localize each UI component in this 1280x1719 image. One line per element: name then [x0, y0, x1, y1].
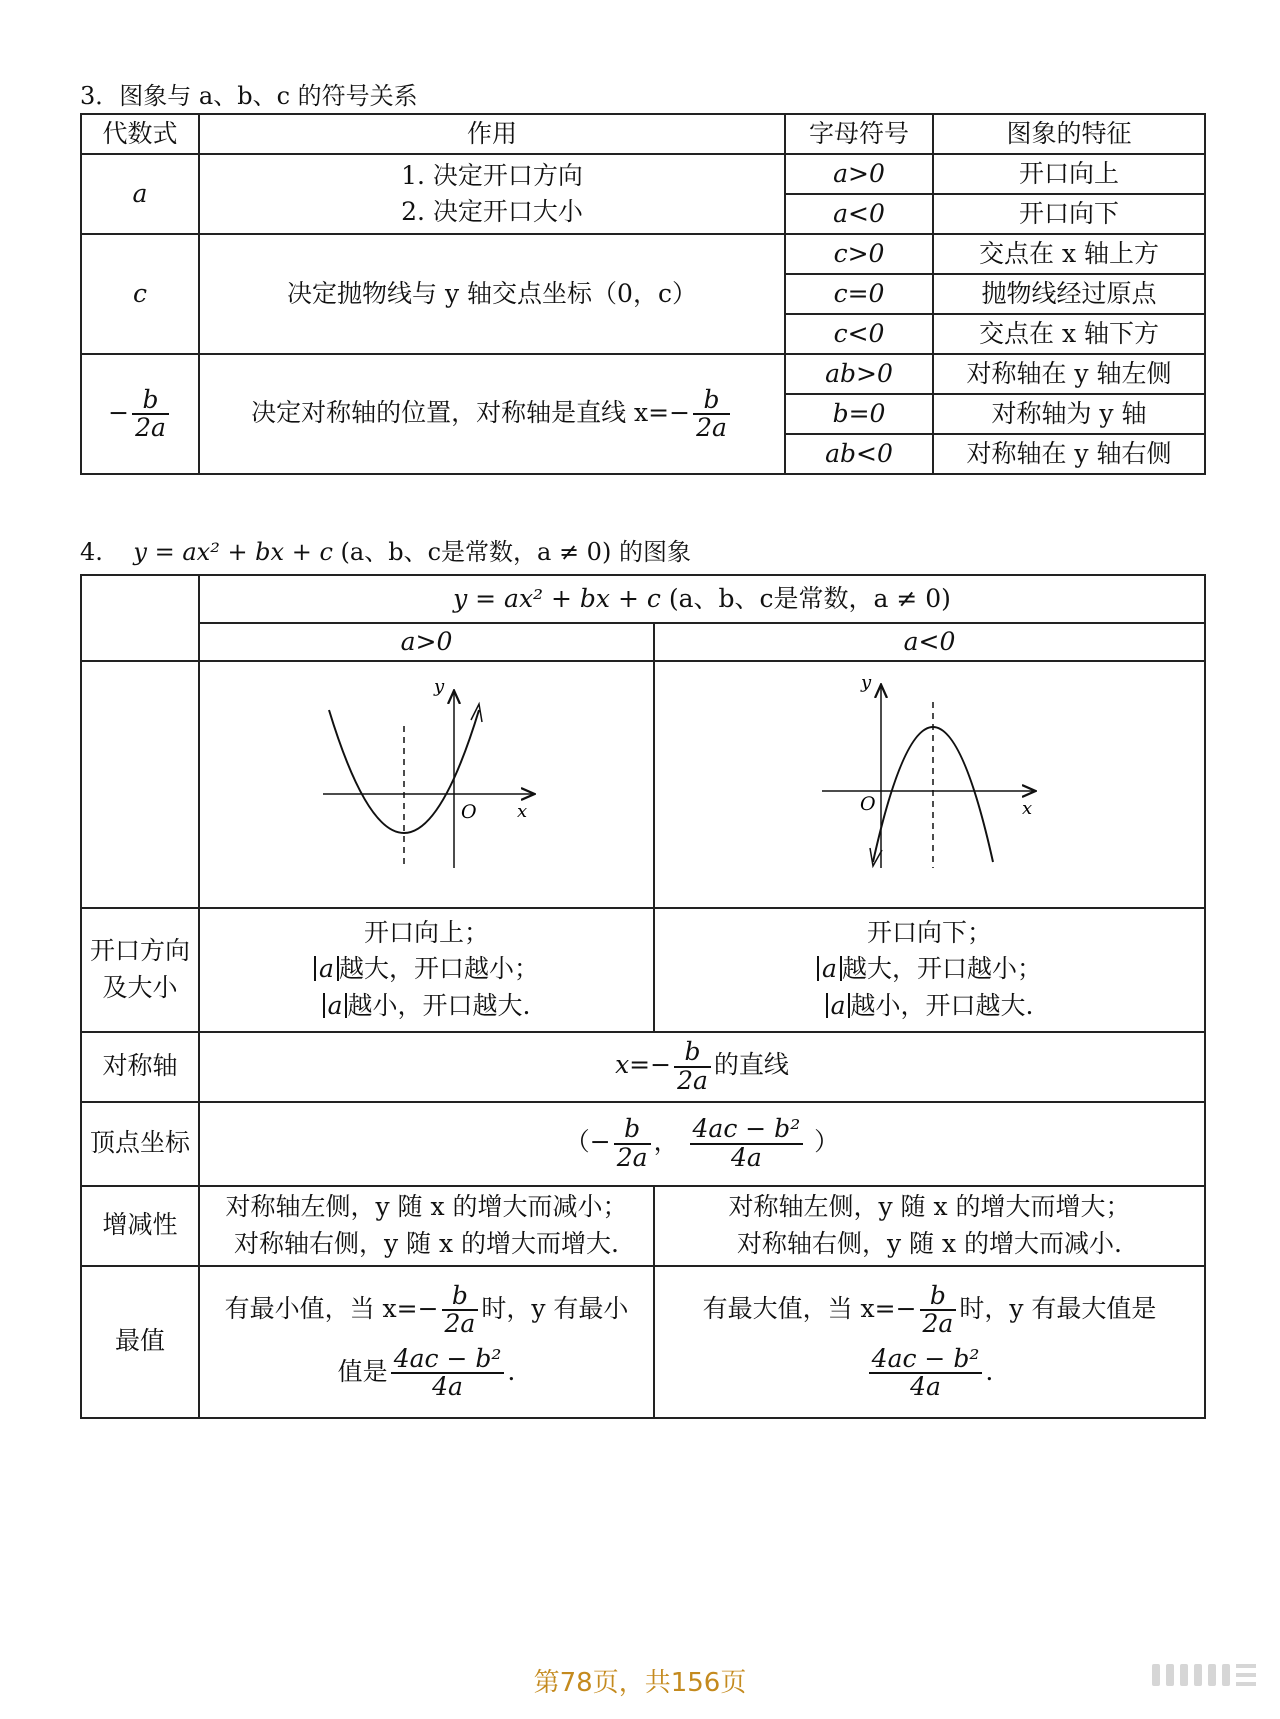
sign-cell: ab<0	[785, 434, 933, 474]
denominator: 2a	[677, 1065, 708, 1095]
feature-cell: 对称轴为 y 轴	[933, 394, 1205, 434]
extreme-negative-cell	[654, 1266, 1205, 1418]
table-row	[81, 1102, 1205, 1186]
open-positive-cell	[199, 908, 654, 1032]
fraction	[674, 1039, 711, 1094]
role-b	[199, 354, 785, 474]
mono-line: 对称轴右侧，y 随 x 的增大而减小.	[736, 1228, 1122, 1258]
axis-cell	[199, 1032, 1205, 1102]
y-axis-label: y	[434, 676, 445, 698]
vertex-cell	[199, 1102, 1205, 1186]
extreme-line	[661, 1343, 1198, 1401]
abs-a: a	[323, 993, 348, 1018]
extreme-line	[206, 1343, 647, 1401]
row-label-monotonic: 增减性	[81, 1186, 199, 1266]
role-b-text: 决定对称轴的位置，对称轴是直线 x=−	[251, 397, 691, 427]
table-row	[81, 1266, 1205, 1418]
sign-cell: a>0	[785, 154, 933, 194]
open-negative-cell	[654, 908, 1205, 1032]
open-line	[661, 951, 1198, 987]
sign-cell: a<0	[785, 194, 933, 234]
section-4-number: 4.	[80, 538, 103, 566]
fraction	[132, 384, 169, 442]
expr-a: a	[81, 154, 199, 234]
role-c: 决定抛物线与 y 轴交点坐标（0，c）	[199, 234, 785, 354]
vertex-close: ）	[814, 1127, 840, 1156]
abs-a: a	[817, 956, 842, 981]
fraction	[869, 1343, 983, 1401]
header-formula-cell	[199, 575, 1205, 623]
feature-cell: 开口向上	[933, 154, 1205, 194]
downward-parabola-graph	[656, 662, 1203, 896]
numerator: b	[674, 1039, 711, 1067]
numerator: b	[132, 387, 169, 415]
section-4-formula: y = ax² + bx + c	[133, 538, 333, 566]
open-text: 越小，开口越大.	[850, 990, 1034, 1020]
sign-cell: c>0	[785, 234, 933, 274]
table-row	[81, 623, 1205, 661]
table-header-row	[81, 114, 1205, 154]
feature-cell: 交点在 x 轴上方	[933, 234, 1205, 274]
extreme-positive-cell	[199, 1266, 654, 1418]
section-3-title: 3．图象与 a、b、c 的符号关系	[80, 82, 418, 110]
numerator: b	[920, 1283, 957, 1311]
expr-b-sign: −	[108, 397, 130, 427]
extreme-end: .	[507, 1356, 516, 1386]
sign-cell: c=0	[785, 274, 933, 314]
table-row	[81, 234, 1205, 274]
header-feature: 图象的特征	[933, 114, 1205, 154]
upward-parabola-graph	[201, 662, 652, 896]
header-formula: y = ax² + bx + c	[453, 583, 661, 613]
abs-a: a	[314, 956, 339, 981]
vertex-open: （−	[564, 1127, 611, 1156]
graph-up-cell	[199, 661, 654, 907]
table-row	[81, 1032, 1205, 1102]
denominator: 4a	[730, 1142, 762, 1172]
denominator: 2a	[696, 413, 727, 442]
expr-b	[81, 354, 199, 474]
denominator: 4a	[910, 1371, 941, 1401]
vertex-sep: ，	[653, 1127, 679, 1156]
axis-prefix: x=−	[615, 1050, 672, 1079]
section-4-suffix: 的图象	[611, 538, 691, 566]
header-condition: (a、b、c是常数，a ≠ 0)	[668, 583, 951, 613]
fraction	[614, 1116, 651, 1171]
extreme-line	[206, 1283, 647, 1338]
extreme-pre: 有最大值，当 x=−	[702, 1293, 917, 1323]
abs-a: a	[826, 993, 851, 1018]
numerator: 4ac − b²	[690, 1116, 804, 1144]
mono-line: 对称轴左侧，y 随 x 的增大而增大；	[728, 1192, 1131, 1222]
y-axis-label: y	[861, 672, 872, 694]
role-a-line1: 1. 决定开口方向	[401, 160, 583, 190]
extreme-pre2: 值是	[337, 1356, 388, 1386]
axis-suffix: 的直线	[713, 1050, 789, 1079]
col-a-positive: a>0	[199, 623, 654, 661]
origin-label: O	[860, 793, 876, 816]
section-4-title	[80, 532, 691, 567]
header-expr: 代数式	[81, 114, 199, 154]
table-row	[81, 661, 1205, 907]
denominator: 2a	[922, 1309, 954, 1339]
role-a-line2: 2. 决定开口大小	[401, 197, 583, 226]
open-line	[206, 988, 647, 1024]
open-line: 开口向上；	[363, 918, 489, 948]
mono-positive-cell	[199, 1186, 654, 1266]
row-label-axis: 对称轴	[81, 1032, 199, 1102]
table-row	[81, 908, 1205, 1032]
header-role: 作用	[199, 114, 785, 154]
extreme-line	[661, 1283, 1198, 1338]
extreme-mid: 时，y 有最大值是	[959, 1293, 1157, 1323]
feature-cell: 抛物线经过原点	[933, 274, 1205, 314]
extreme-end: .	[985, 1356, 994, 1386]
table-row	[81, 354, 1205, 394]
feature-cell: 开口向下	[933, 194, 1205, 234]
open-text: 越小，开口越大.	[347, 990, 531, 1020]
role-a	[199, 154, 785, 234]
open-line: 开口向下；	[866, 918, 992, 948]
denominator: 2a	[616, 1142, 648, 1172]
mono-negative-cell	[654, 1186, 1205, 1266]
header-sign: 字母符号	[785, 114, 933, 154]
col-a-negative: a<0	[654, 623, 1205, 661]
row-label-open: 开口方向及大小	[81, 908, 199, 1032]
numerator: 4ac − b²	[869, 1346, 983, 1374]
x-axis-label: x	[1022, 798, 1033, 820]
open-text: 越大，开口越小；	[338, 954, 539, 984]
page-footer: 第78页，共156页	[533, 1668, 747, 1698]
graph-label-cell	[81, 661, 199, 907]
feature-cell: 交点在 x 轴下方	[933, 314, 1205, 354]
numerator: b	[693, 387, 730, 415]
mono-line: 对称轴左侧，y 随 x 的增大而减小；	[225, 1192, 628, 1222]
feature-cell: 对称轴在 y 轴右侧	[933, 434, 1205, 474]
numerator: 4ac − b²	[391, 1346, 505, 1374]
sign-cell: ab>0	[785, 354, 933, 394]
open-line	[661, 988, 1198, 1024]
origin-label: O	[461, 801, 477, 824]
numerator: b	[614, 1116, 651, 1144]
expr-c: c	[81, 234, 199, 354]
table-row	[81, 154, 1205, 194]
corner-cell	[81, 575, 199, 661]
denominator: 4a	[432, 1371, 463, 1401]
sign-relation-table	[80, 113, 1206, 475]
fraction	[690, 1116, 804, 1171]
extreme-pre: 有最小值，当 x=−	[224, 1293, 439, 1323]
graph-down-cell	[654, 661, 1205, 907]
fraction	[391, 1343, 505, 1401]
x-axis-label: x	[517, 801, 528, 823]
open-text: 越大，开口越小；	[841, 954, 1042, 984]
denominator: 2a	[135, 413, 166, 442]
mono-line: 对称轴右侧，y 随 x 的增大而增大.	[233, 1228, 619, 1258]
feature-cell: 对称轴在 y 轴左侧	[933, 354, 1205, 394]
watermark-logo	[1150, 1660, 1260, 1690]
table-row	[81, 1186, 1205, 1266]
fraction	[442, 1283, 479, 1338]
row-label-vertex: 顶点坐标	[81, 1102, 199, 1186]
fraction	[693, 384, 730, 442]
sign-cell: b=0	[785, 394, 933, 434]
extreme-mid: 时，y 有最小	[481, 1293, 629, 1323]
denominator: 2a	[444, 1309, 476, 1339]
sign-cell: c<0	[785, 314, 933, 354]
table-row	[81, 575, 1205, 623]
row-label-extreme: 最值	[81, 1266, 199, 1418]
numerator: b	[442, 1283, 479, 1311]
open-line	[206, 951, 647, 987]
section-4-condition: (a、b、c是常数，a ≠ 0)	[340, 538, 612, 566]
fraction	[920, 1283, 957, 1338]
quadratic-graph-table	[80, 574, 1206, 1419]
